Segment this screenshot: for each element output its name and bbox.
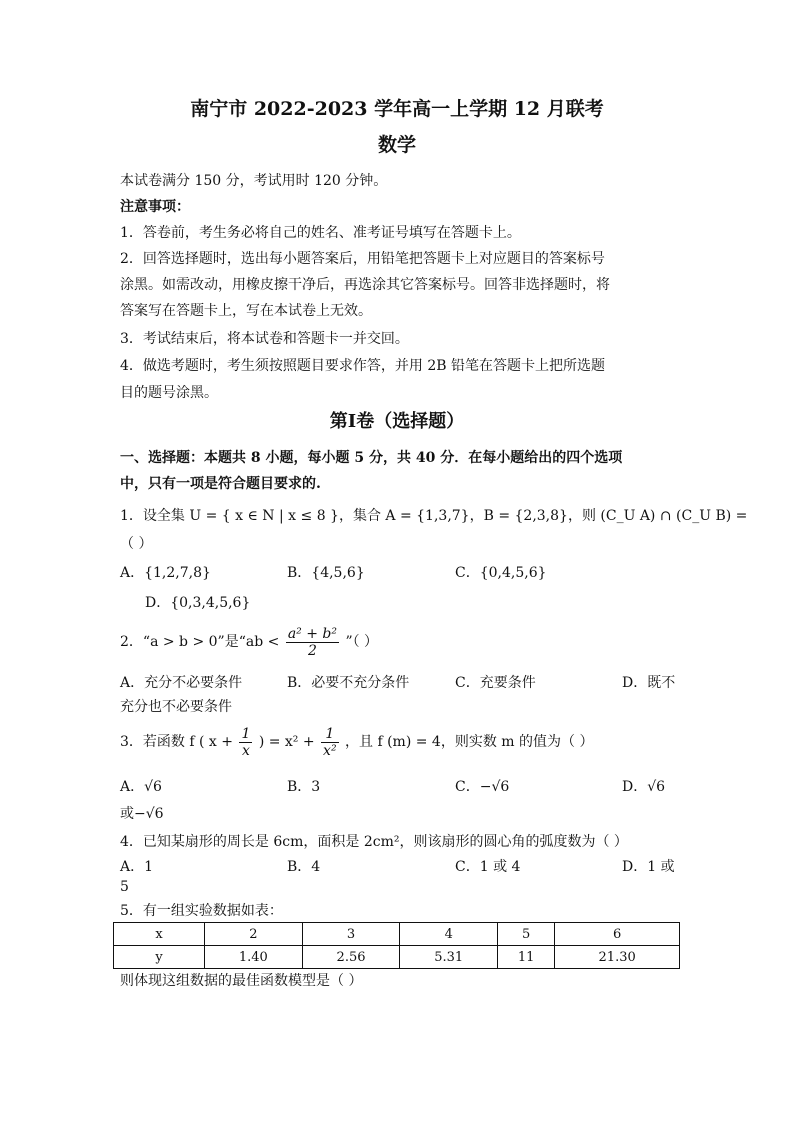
q2-fraction-denominator: 2: [307, 642, 317, 659]
q2-option-d-continued: 充分也不必要条件: [120, 699, 232, 715]
q5-table-y-1: 1.40: [205, 946, 303, 969]
section-instruction-line-2: 中，只有一项是符合题目要求的.: [120, 476, 321, 492]
q4-option-c: C．1 或 4: [455, 859, 521, 875]
q1-option-b: B．{4,5,6}: [287, 565, 365, 581]
q5-question: 则体现这组数据的最佳函数模型是（ ）: [120, 973, 363, 989]
q4-option-b: B．4: [287, 859, 321, 875]
q5-table-x-1: 2: [205, 923, 303, 946]
q5-data-table: [113, 922, 680, 969]
q4-option-a: A．1: [120, 859, 154, 875]
q5-table-row-y: [114, 946, 680, 969]
q5-table-y-2: 2.56: [302, 946, 400, 969]
note-1: 1．答卷前，考生务必将自己的姓名、准考证号填写在答题卡上。: [120, 225, 521, 241]
q5-table-y-5: 21.30: [555, 946, 680, 969]
q5-table-x-3: 4: [400, 923, 498, 946]
q5-table-header-x: x: [114, 923, 205, 946]
q5-table-x-2: 3: [302, 923, 400, 946]
note-3: 3．考试结束后，将本试卷和答题卡一并交回。: [120, 331, 409, 347]
q3-fraction-2-denominator: x²: [323, 742, 337, 759]
q3-fraction-1-numerator: 1: [241, 725, 251, 742]
q3-fraction-1: [239, 726, 252, 759]
note-4-line-1: 4．做选考题时，考生须按照题目要求作答，并用 2B 铅笔在答题卡上把所选题: [120, 358, 606, 374]
section-instruction-line-1: 一、选择题：本题共 8 小题，每小题 5 分，共 40 分．在每小题给出的四个选项: [120, 450, 623, 466]
q2-option-d: D．既不: [622, 675, 676, 691]
q4-stem: 4．已知某扇形的周长是 6cm，面积是 2cm²，则该扇形的圆心角的弧度数为（ ）: [120, 834, 628, 850]
q5-table-x-4: 5: [498, 923, 555, 946]
q2-fraction-numerator: a² + b²: [287, 625, 337, 642]
q3-stem-mid: ) = x² +: [258, 734, 315, 750]
q2-stem: [120, 622, 378, 662]
subject-title: 数学: [377, 134, 416, 156]
q3-stem-pre: 3．若函数 f ( x +: [120, 734, 233, 750]
note-2-line-2: 涂黑。如需改动，用橡皮擦干净后，再选涂其它答案标号。回答非选择题时，将: [120, 277, 610, 293]
note-4-line-2: 目的题号涂黑。: [120, 385, 218, 401]
q3-option-d-continued: 或−√6: [120, 806, 164, 822]
q1-stem: 1．设全集 U = { x ∈ N | x ≤ 8 }，集合 A = {1,3,7}，B = {2,3,8}，则 (C_U A) ∩ (C_U B) =: [120, 508, 748, 524]
q3-option-c: C．−√6: [455, 779, 510, 795]
q5-table-y-3: 5.31: [400, 946, 498, 969]
q5-stem: 5．有一组实验数据如表：: [120, 903, 283, 919]
note-2-line-1: 2．回答选择题时，选出每小题答案后，用铅笔把答题卡上对应题目的答案标号: [120, 251, 605, 267]
q5-table-header-y: y: [114, 946, 205, 969]
q4-option-d: D．1 或: [622, 859, 675, 875]
exam-title: 南宁市 2022-2023 学年高一上学期 12 月联考: [190, 98, 604, 120]
q3-option-b: B．3: [287, 779, 321, 795]
q3-option-a: A．√6: [120, 779, 162, 795]
q3-fraction-2-numerator: 1: [321, 726, 339, 743]
q5-table-x-5: 6: [555, 923, 680, 946]
notes-heading: 注意事项：: [120, 199, 190, 215]
q2-option-a: A．充分不必要条件: [120, 675, 243, 691]
q5-table-y-4: 11: [498, 946, 555, 969]
q3-option-d: D．√6: [622, 779, 666, 795]
q1-option-d: D．{0,3,4,5,6}: [145, 595, 251, 611]
note-2-line-3: 答案写在答题卡上，写在本试卷上无效。: [120, 303, 372, 319]
q2-stem-post: ”（ ）: [345, 634, 379, 650]
q1-blank: （ ）: [120, 536, 153, 552]
q1-option-a: A．{1,2,7,8}: [120, 565, 211, 581]
q3-fraction-1-denominator: x: [241, 742, 250, 759]
q1-option-c: C．{0,4,5,6}: [455, 565, 547, 581]
q2-option-c: C．充要条件: [455, 675, 536, 691]
q3-fraction-2: [321, 726, 339, 759]
q3-stem: [120, 722, 593, 762]
q2-fraction: [286, 626, 339, 659]
q4-option-d-continued: 5: [120, 879, 129, 895]
q3-stem-post: ，且 f (m) = 4，则实数 m 的值为（ ）: [345, 734, 594, 750]
section-title: 第Ⅰ卷（选择题）: [329, 411, 465, 432]
exam-info: 本试卷满分 150 分，考试用时 120 分钟。: [120, 173, 388, 189]
q5-table-row-x: [114, 923, 680, 946]
q2-stem-pre: 2．“a > b > 0”是“ab <: [120, 634, 280, 650]
q2-option-b: B．必要不充分条件: [287, 675, 410, 691]
